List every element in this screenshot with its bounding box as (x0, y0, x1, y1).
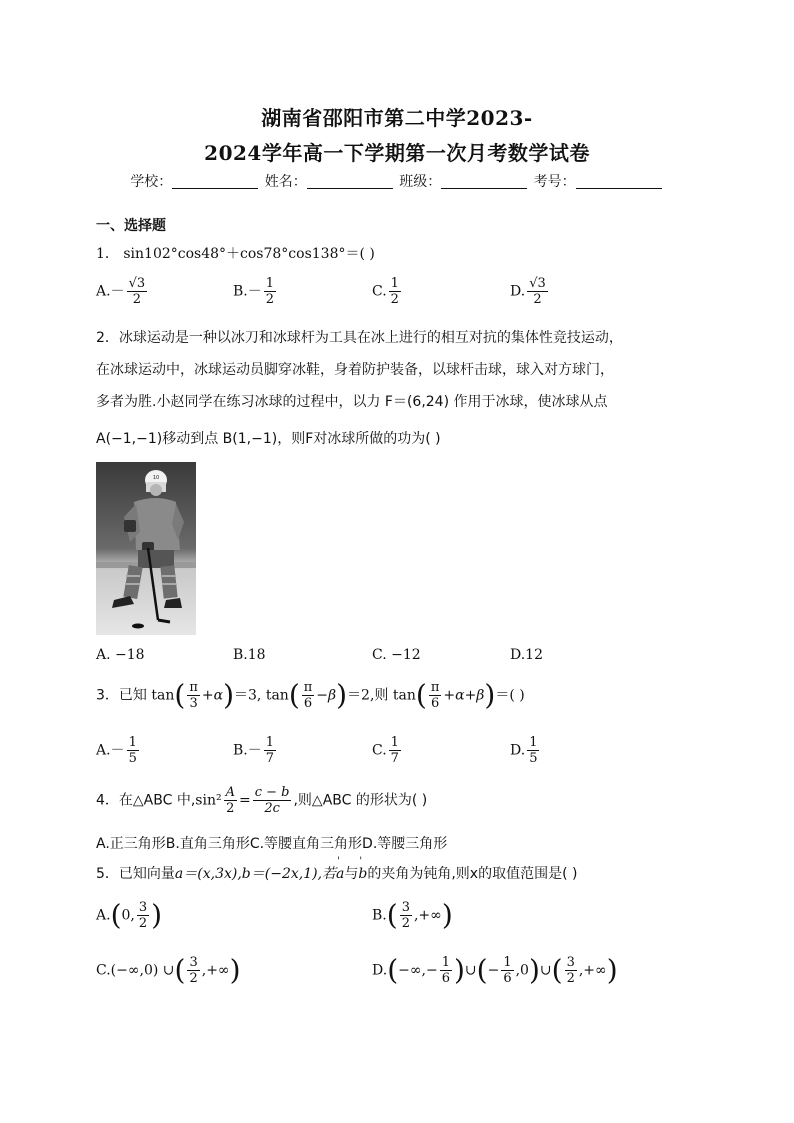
q5-option-c-label: C. (96, 962, 111, 979)
school-blank[interactable] (172, 174, 258, 189)
vector-a: ' a (336, 866, 344, 882)
A-over-2 (224, 785, 237, 816)
denominator: 7 (265, 751, 275, 766)
denominator: 6 (441, 971, 450, 986)
denominator: 2 (226, 801, 235, 816)
paren-right: ) (223, 678, 234, 712)
q1-option-b-label: B.－ (233, 283, 262, 300)
numerator: π (303, 680, 313, 695)
q3-option-c[interactable] (372, 735, 403, 766)
paren-left: ( (415, 678, 427, 712)
vector-a-def: a＝(x,3x), (174, 866, 242, 882)
q1-option-b[interactable] (233, 276, 278, 307)
denominator: 2 (265, 292, 275, 307)
denominator: 2 (390, 292, 399, 307)
sin-squared: sin² (195, 792, 222, 809)
fraction (389, 735, 401, 766)
q3-option-d-label: D. (510, 742, 526, 759)
q5-option-c[interactable] (96, 955, 241, 986)
paren-right: ) (336, 678, 348, 712)
denominator: 2 (566, 971, 575, 986)
q3-option-a[interactable] (96, 735, 141, 766)
numerator: 1 (265, 276, 275, 291)
tan-fn: tan (151, 687, 175, 704)
q1-option-a[interactable] (96, 276, 149, 307)
plus-infinity: ,+∞ (201, 962, 230, 979)
q2-option-d[interactable]: D.12 (510, 647, 543, 663)
q2-line4: A(−1,−1)移动到点 B(1,−1)，则F对冰球所做的功为( ) (96, 431, 441, 447)
q3-eq3: ＝3, (234, 687, 262, 704)
section-heading: 一、选择题 (96, 218, 166, 234)
q2-option-a[interactable]: A. −18 (96, 647, 145, 663)
three-over-two (400, 900, 412, 931)
q1-option-c-fraction (389, 276, 401, 307)
fraction (264, 735, 276, 766)
pi-over-3 (187, 680, 200, 711)
ice-hockey-player-photo (96, 462, 196, 635)
q1-option-d[interactable] (510, 276, 550, 307)
denominator: 6 (430, 696, 440, 711)
school-label: 学校： (130, 174, 173, 190)
paren-right: ) (229, 953, 241, 987)
paren-left: ( (110, 898, 122, 932)
numerator: A (225, 785, 235, 800)
class-label: 班级： (399, 174, 442, 190)
vector-b-def: b＝(−2x,1),若 (241, 866, 337, 882)
q2-line3: 多者为胜.小赵同学在练习冰球的过程中，以力 F＝(6,24) 作用于冰球，使冰球从点 (96, 394, 608, 410)
denominator: 7 (390, 751, 399, 766)
paren-left: ( (387, 953, 399, 987)
q3-stem: 3．已知 tan( $\frac{\pi}{3}$ +α)＝3, tan( $\frac{\pi}{6}$ −β)＝2,则 tan( $\frac{\pi}{6}$ +α+β)＝( ) (96, 678, 525, 712)
numerator: 1 (529, 735, 538, 750)
numerator: 3 (138, 900, 148, 915)
jersey-number: 10 (152, 475, 160, 481)
q1-stem: 1． sin102°cos48°＋cos78°cos138°＝( ) (96, 246, 375, 262)
q3-option-a-label: A.－ (96, 742, 125, 759)
pi-over-6 (302, 680, 315, 711)
name-label: 姓名： (264, 174, 307, 190)
denominator: 2c (264, 801, 280, 816)
denominator: 6 (303, 696, 313, 711)
one-over-six (440, 955, 452, 986)
paren-right: ) (606, 953, 618, 987)
and-word: 与 (344, 866, 359, 882)
numerator: 1 (390, 735, 399, 750)
numerator: 1 (390, 276, 399, 291)
q5-option-b[interactable] (372, 900, 453, 931)
q5-option-d[interactable] (372, 955, 618, 986)
numerator: 1 (265, 735, 275, 750)
paren-left: ( (386, 898, 398, 932)
exam-number-label: 考号： (533, 174, 576, 190)
exam-number-blank[interactable] (576, 174, 662, 189)
numerator: 1 (128, 735, 137, 750)
union-symbol: ∪ (539, 962, 552, 979)
q5-option-d-label: D. (372, 962, 388, 979)
paren-left: ( (476, 953, 488, 987)
denominator: 6 (503, 971, 512, 986)
numerator: π (189, 680, 198, 695)
paren-left: ( (174, 678, 186, 712)
plus-infinity: ,+∞ (413, 907, 442, 924)
paren-left: ( (174, 953, 186, 987)
q5-option-a-label: A. (96, 907, 111, 924)
three-over-two (137, 900, 149, 931)
q3-option-d[interactable] (510, 735, 541, 766)
pi-over-6 (429, 680, 442, 711)
q5-option-b-label: B. (372, 907, 387, 924)
union-symbol: ∪ (464, 962, 477, 979)
q1-option-c[interactable] (372, 276, 403, 307)
paren-right: ) (453, 953, 465, 987)
paren-right: ) (528, 953, 540, 987)
tan-fn: tan (392, 687, 416, 704)
q2-option-b[interactable]: B.18 (233, 647, 266, 663)
minus-sign: − (487, 962, 500, 979)
denominator: 3 (189, 696, 198, 711)
q1-option-b-fraction (264, 276, 276, 307)
numerator: 3 (189, 955, 198, 970)
denominator: 2 (401, 916, 410, 931)
numerator: 3 (566, 955, 575, 970)
comma-zero: ,0 (515, 962, 529, 979)
name-blank[interactable] (307, 174, 393, 189)
denominator: 2 (533, 292, 542, 307)
plus-infinity: ,+∞ (578, 962, 607, 979)
q3-eq2: ＝2,则 (347, 687, 389, 704)
q3-option-c-label: C. (372, 742, 387, 759)
q4-prefix: 4．在△ABC 中, (96, 792, 196, 809)
paren-left: ( (551, 953, 563, 987)
q3-prefix: 3．已知 (96, 687, 147, 704)
denominator: 2 (189, 971, 198, 986)
q4-tail: ,则△ABC 的形状为( ) (293, 792, 428, 809)
q5-tail: 的夹角为钝角,则x的取值范围是( ) (367, 866, 578, 882)
q2-line2: 在冰球运动中，冰球运动员脚穿冰鞋，身着防护装备，以球杆击球，球入对方球门， (96, 362, 614, 378)
q3-option-b[interactable] (233, 735, 278, 766)
q5-option-a[interactable] (96, 900, 162, 931)
c-minus-b-over-2c (253, 785, 292, 816)
vector-b: ' b (358, 866, 367, 882)
q1-option-d-label: D. (510, 283, 526, 300)
tan-fn: tan (265, 687, 289, 704)
q1-option-a-label: A.－ (96, 283, 125, 300)
q5-prefix: 5．已知向量 (96, 866, 175, 882)
paren-right: ) (441, 898, 453, 932)
q3-tail: ＝( ) (495, 687, 525, 704)
numerator: √3 (128, 276, 146, 291)
denominator: 2 (138, 916, 148, 931)
q1-option-c-label: C. (372, 283, 387, 300)
neg-inf-to-zero: (−∞,0) ∪ (110, 962, 175, 979)
numerator: 3 (401, 900, 410, 915)
class-blank[interactable] (441, 174, 527, 189)
exam-title-line1: 湖南省邵阳市第二中学2023- (261, 106, 533, 130)
denominator: 5 (529, 751, 538, 766)
q3-option-b-label: B.－ (233, 742, 262, 759)
three-over-two (565, 955, 577, 986)
q2-option-c[interactable]: C. −12 (372, 647, 421, 663)
q5-stem (96, 863, 577, 883)
numerator: √3 (529, 276, 546, 291)
fraction (127, 735, 139, 766)
student-info-row (0, 171, 794, 191)
zero-comma: 0, (121, 907, 135, 924)
paren-right: ) (484, 678, 496, 712)
numerator: 1 (441, 955, 450, 970)
fraction (527, 735, 539, 766)
three-over-two (187, 955, 199, 986)
denominator: 5 (128, 751, 137, 766)
numerator: 1 (503, 955, 512, 970)
paren-left: ( (288, 678, 300, 712)
numerator: c − b (254, 785, 290, 800)
q4-options[interactable]: A.正三角形B.直角三角形C.等腰直角三角形D.等腰三角形 (96, 836, 448, 852)
q4-stem: 4．在△ABC 中,sin² $\frac{A}{2}$ = $\frac{c - b}{2c}$ ,则△ABC 的形状为( ) (96, 785, 428, 816)
paren-right: ) (151, 898, 163, 932)
q1-option-a-fraction (127, 276, 148, 307)
exam-title-line2: 2024学年高一下学期第一次月考数学试卷 (204, 141, 590, 165)
one-over-six (501, 955, 513, 986)
neg-infinity: −∞,− (398, 962, 438, 979)
denominator: 2 (132, 292, 141, 307)
numerator: π (430, 680, 440, 695)
q2-line1: 2．冰球运动是一种以冰刀和冰球杆为工具在冰上进行的相互对抗的集体性竞技运动， (96, 330, 623, 346)
q1-option-d-fraction (527, 276, 548, 307)
